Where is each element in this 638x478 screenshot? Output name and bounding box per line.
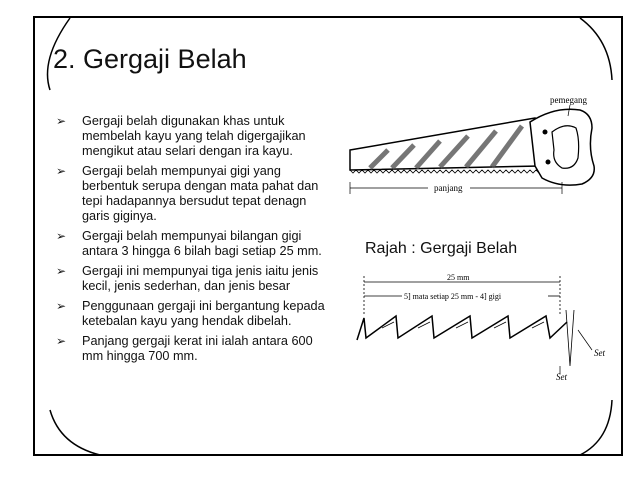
arrow-bullet-icon: ➢ xyxy=(56,164,67,178)
teeth-per-25mm-label: 5] mata setiap 25 mm - 4] gigi xyxy=(404,292,502,301)
arrow-bullet-icon: ➢ xyxy=(56,334,67,348)
slide-title: 2. Gergaji Belah xyxy=(53,44,247,74)
handle-label: pemegang xyxy=(550,95,587,105)
list-item xyxy=(56,334,326,364)
arrow-bullet-icon: ➢ xyxy=(56,114,67,128)
bullet-text: Penggunaan gergaji ini bergantung kepada ketebalan kayu yang hendak dibelah. xyxy=(82,299,325,328)
set-label-right: Set xyxy=(594,348,605,358)
list-item xyxy=(56,299,326,329)
set-indicator xyxy=(566,310,574,366)
set-label-bottom: Set xyxy=(556,372,567,382)
bullet-text: Gergaji belah mempunyai bilangan gigi antara 3 hingga 6 bilah bagi setiap 25 mm. xyxy=(82,229,322,258)
length-label: panjang xyxy=(434,183,463,193)
list-item xyxy=(56,164,326,224)
bullet-text: Gergaji belah digunakan khas untuk membelah kayu yang telah digergajikan mengikut atau selari dengan ira kayu. xyxy=(82,114,306,158)
bullet-text: Gergaji ini mempunyai tiga jenis iaitu jenis kecil, jenis sederhan, dan jenis besar xyxy=(82,264,319,293)
figure-caption: Rajah : Gergaji Belah xyxy=(365,240,518,257)
arrow-bullet-icon: ➢ xyxy=(56,264,67,278)
bullet-text: Gergaji belah mempunyai gigi yang berbentuk serupa dengan mata pahat dan tepi hadapannya bersudut tepat denagn garis giginya. xyxy=(82,164,319,223)
dimension-25mm-label: 25 mm xyxy=(447,273,470,282)
list-item xyxy=(56,114,326,159)
arrow-bullet-icon: ➢ xyxy=(56,299,67,313)
teeth-detail-illustration xyxy=(352,270,622,385)
rip-saw-illustration xyxy=(330,88,615,228)
list-item xyxy=(56,229,326,259)
list-item xyxy=(56,264,326,294)
arrow-bullet-icon: ➢ xyxy=(56,229,67,243)
bullet-text: Panjang gergaji kerat ini ialah antara 600 mm hingga 700 mm. xyxy=(82,334,313,363)
saw-teeth-profile xyxy=(357,316,567,340)
bullet-list xyxy=(56,114,326,369)
